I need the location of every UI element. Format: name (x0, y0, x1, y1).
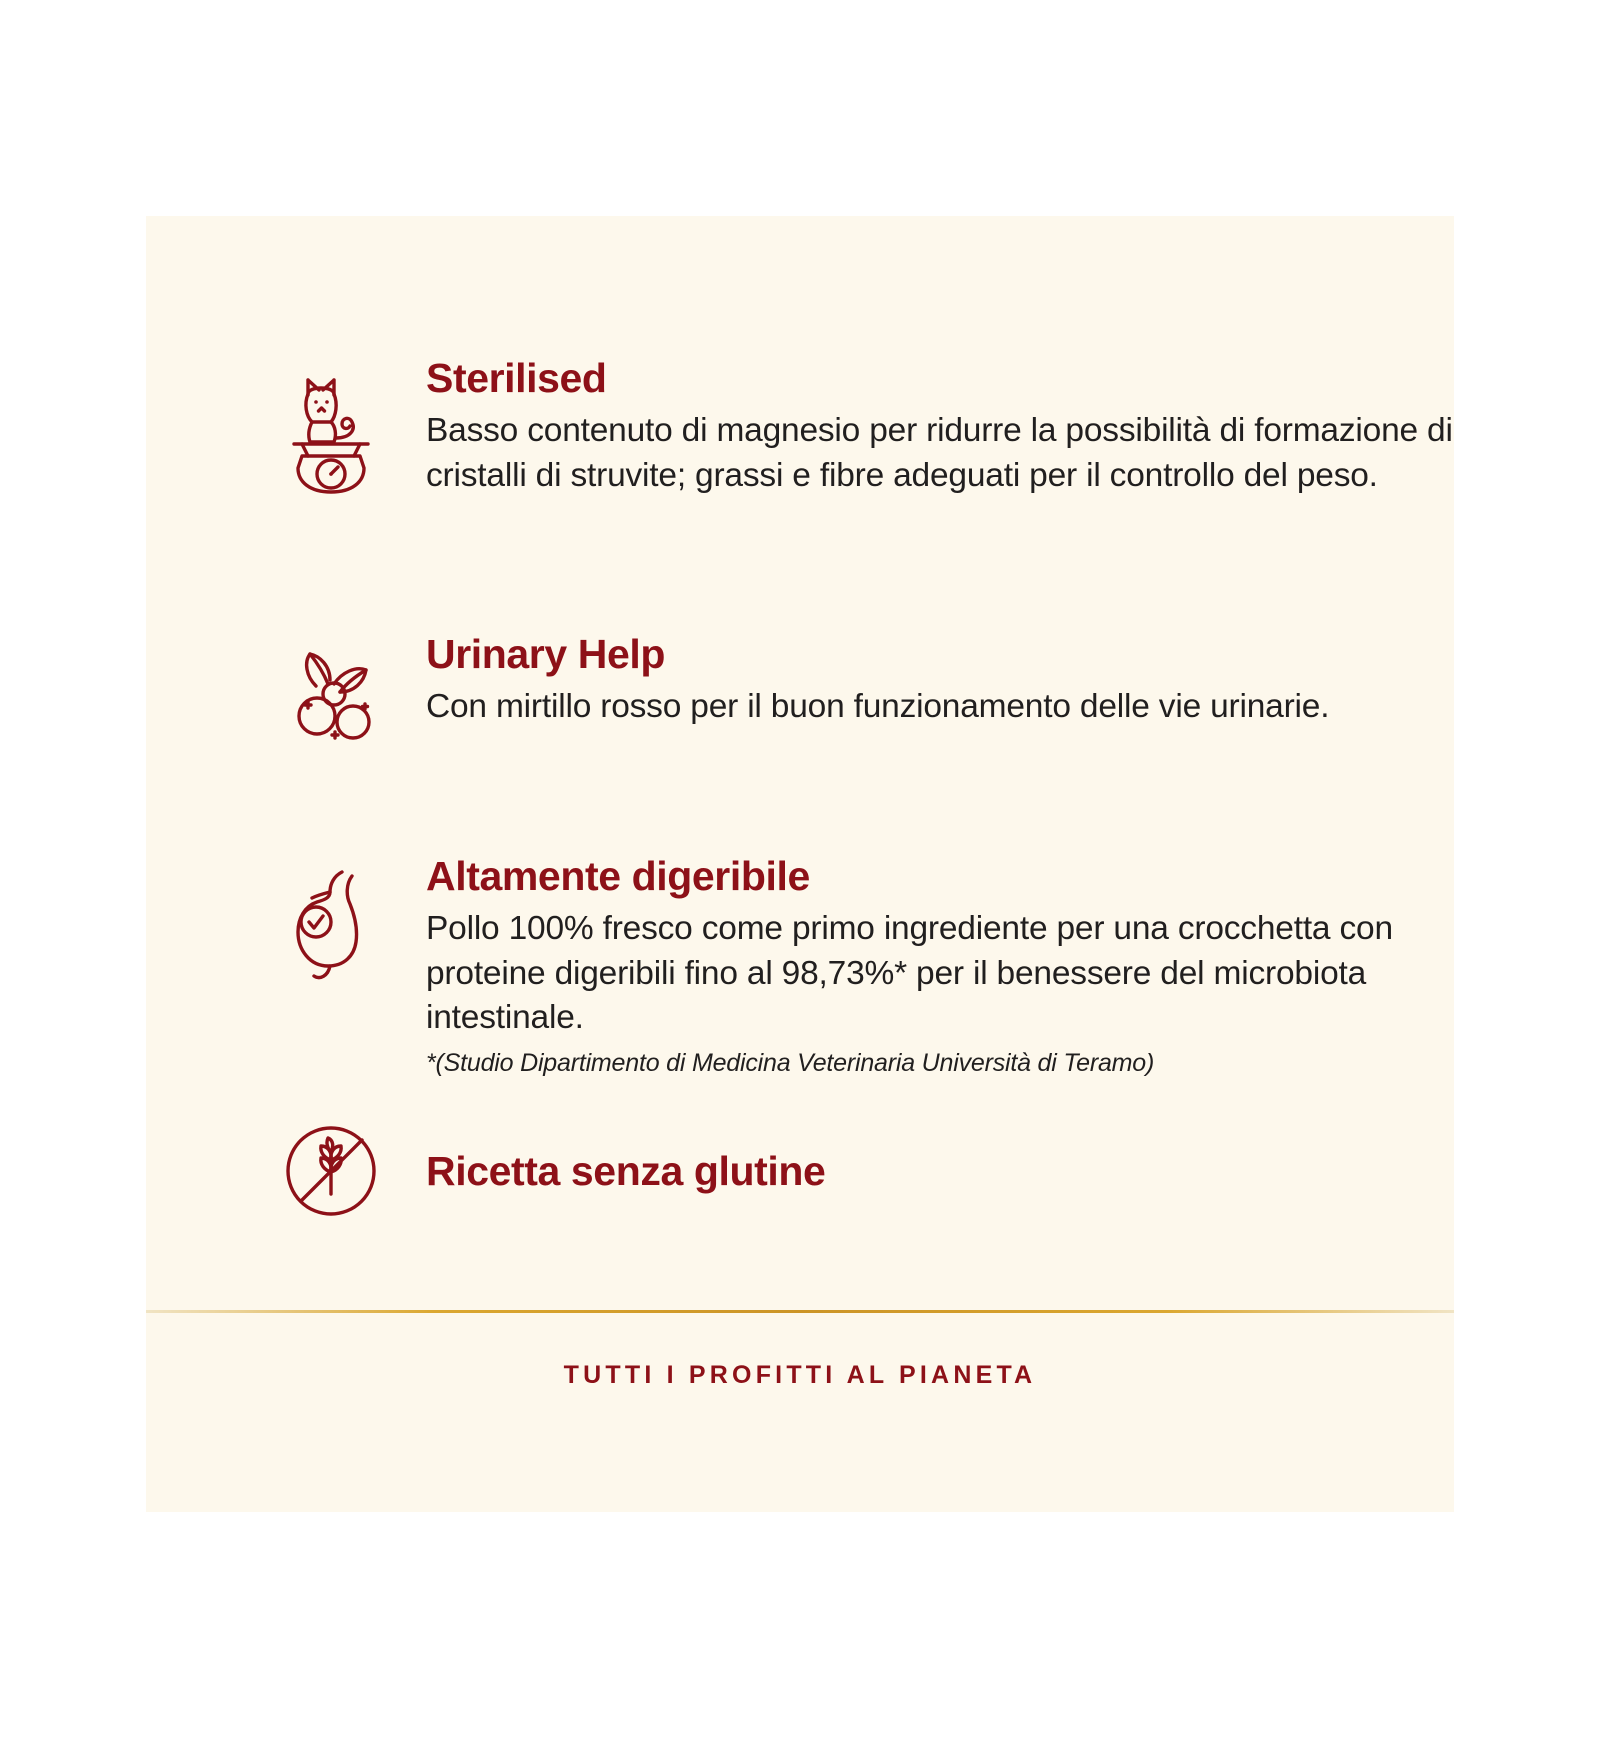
cat-on-scale-icon (256, 358, 406, 514)
stomach-check-icon (256, 856, 406, 998)
gold-divider (146, 1310, 1454, 1313)
feature-body: Basso contenuto di magnesio per ridurre la possibilità di formazione di cristalli di struvite; grassi e fibre adeguati per il controllo del peso. (426, 412, 1453, 494)
feature-panel (146, 216, 1454, 1512)
feature-text-sterilised (406, 355, 1454, 498)
cranberry-berries-icon (256, 634, 406, 764)
feature-item-sterilised (256, 355, 1454, 514)
feature-title: Urinary Help (426, 631, 665, 677)
feature-text-urinary-help (406, 631, 1330, 730)
feature-item-gluten-free (256, 1116, 825, 1226)
feature-item-urinary-help (256, 631, 1330, 764)
no-gluten-icon (256, 1116, 406, 1226)
feature-title: Ricetta senza glutine (426, 1147, 826, 1194)
feature-text-digestible (406, 853, 1454, 1079)
feature-body: Pollo 100% fresco come primo ingrediente per una crocchetta con proteine digeribili fino al 98,73%* per il benessere del microbiota intestinale. (426, 910, 1393, 1037)
footer-tagline: TUTTI I PROFITTI AL PIANETA (563, 1361, 1037, 1389)
feature-title: Sterilised (426, 355, 607, 401)
feature-text-gluten-free (406, 1147, 826, 1194)
feature-item-digestible (256, 853, 1454, 1079)
feature-body: Con mirtillo rosso per il buon funzionamento delle vie urinarie. (426, 688, 1330, 725)
feature-title: Altamente digeribile (426, 853, 810, 899)
feature-footnote: *(Studio Dipartimento di Medicina Veterinaria Università di Teramo) (426, 1048, 1155, 1077)
